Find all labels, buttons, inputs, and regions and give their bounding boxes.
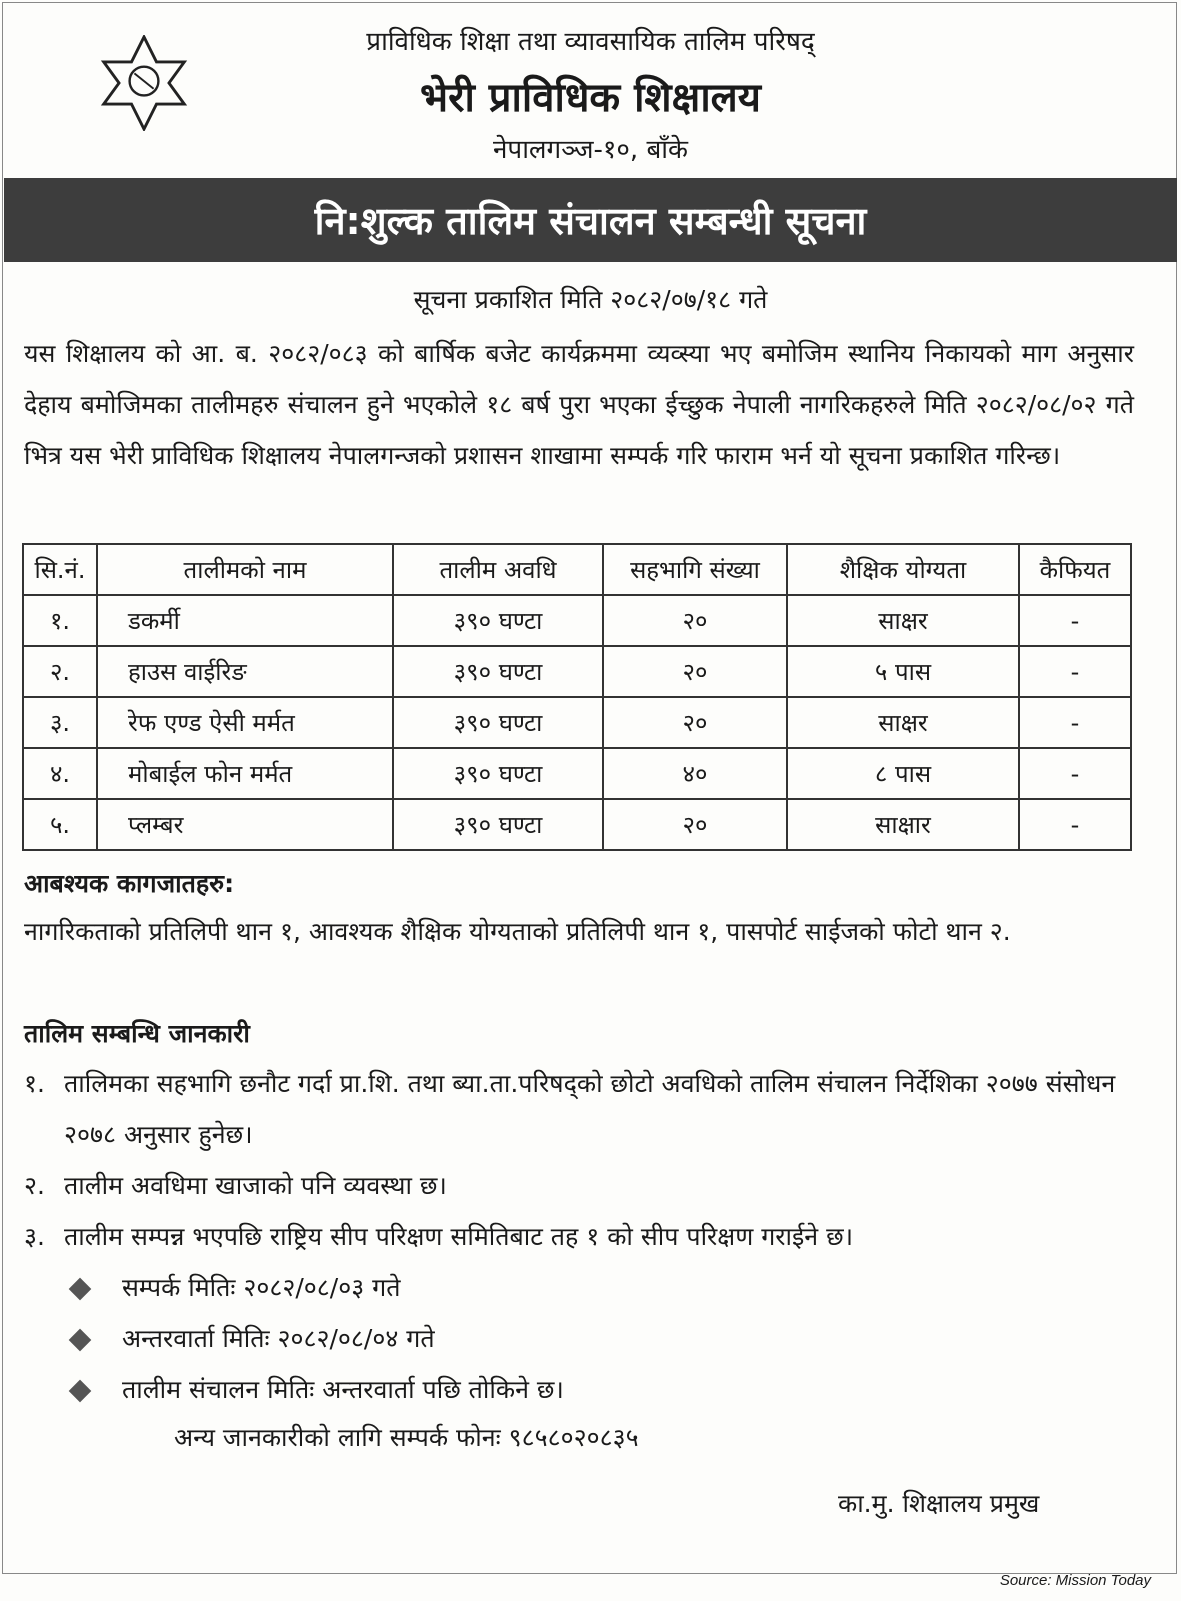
date-bullet (24, 1262, 1134, 1313)
info-item-text: तालीम सम्पन्न भएपछि राष्ट्रिय सीप परिक्षण समितिबाट तह १ को सीप परिक्षण गराईने छ। (64, 1222, 854, 1251)
school-name: भेरी प्राविधिक शिक्षालय (419, 75, 761, 121)
training-info-title: तालिम सम्बन्धि जानकारी (24, 1019, 250, 1048)
cell-qualification: साक्षर (787, 595, 1019, 646)
info-item-number: २. (24, 1171, 45, 1200)
info-item-number: ३. (24, 1222, 45, 1251)
contact-phone: अन्य जानकारीको लागि सम्पर्क फोनः ९८५८०२०८३५ (174, 1423, 639, 1452)
contact-date: सम्पर्क मितिः २०८२/०८/०३ गते (122, 1273, 401, 1302)
training-table (22, 543, 1132, 851)
table-row (23, 595, 1131, 646)
interview-date: अन्तरवार्ता मितिः २०८२/०८/०४ गते (122, 1324, 435, 1353)
cell-remarks: - (1019, 595, 1131, 646)
cell-qualification: साक्षार (787, 799, 1019, 850)
cell-sn: २. (23, 646, 97, 697)
documents-title: आबश्यक कागजातहरु: (24, 869, 235, 898)
info-item-text: तालिमका सहभागि छनौट गर्दा प्रा.शि. तथा ब्या.ता.परिषद्को छोटो अवधिको तालिम संचालन निर्देशिका २०७७ संसोधन २०७८ अनुसार हुनेछ। (64, 1069, 1116, 1149)
cell-participants: २० (603, 799, 787, 850)
council-name: प्राविधिक शिक्षा तथा व्यावसायिक तालिम परिषद् (366, 27, 815, 57)
diamond-bullet-icon (69, 1380, 92, 1403)
col-sn: सि.नं. (23, 544, 97, 595)
documents-text: नागरिकताको प्रतिलिपी थान १, आवश्यक शैक्षिक योग्यताको प्रतिलिपी थान १, पासपोर्ट साईजको फोटो थान २. (24, 917, 1011, 946)
source-credit: Source: Mission Today (999, 1572, 1151, 1589)
cell-remarks: - (1019, 799, 1131, 850)
col-remarks: कैफियत (1019, 544, 1131, 595)
cell-participants: ४० (603, 748, 787, 799)
col-participants: सहभागि संख्या (603, 544, 787, 595)
documents-section (24, 866, 234, 900)
table-row (23, 697, 1131, 748)
col-name: तालीमको नाम (97, 544, 393, 595)
cell-name: मोबाईल फोन मर्मत (97, 748, 393, 799)
cell-duration: ३९० घण्टा (393, 646, 603, 697)
date-bullet (24, 1364, 1134, 1415)
signature-title: का.मु. शिक्षालय प्रमुख (838, 1489, 1040, 1518)
cell-sn: ४. (23, 748, 97, 799)
cell-sn: ५. (23, 799, 97, 850)
training-info-section (24, 1016, 250, 1050)
info-item (24, 1211, 1134, 1262)
cell-qualification: ८ पास (787, 748, 1019, 799)
info-item (24, 1058, 1134, 1160)
cell-name: रेफ एण्ड ऐसी मर्मत (97, 697, 393, 748)
col-duration: तालीम अवधि (393, 544, 603, 595)
intro-paragraph: यस शिक्षालय को आ. ब. २०८२/०८३ को बार्षिक बजेट कार्यक्रममा व्यव्स्या भए बमोजिम स्थानिय निकायको माग अनुसार देहाय बमोजिमका तालीमहरु संचालन हुने भएकोले १८ बर्ष पुरा भएका ईच्छुक नेपाली नागरिकहरुले मिति २०८२/०८/०२ गते भित्र यस भेरी प्राविधिक शिक्षालय नेपालगन्जको प्रशासन शाखामा सम्पर्क गरि फाराम भर्न यो सूचना प्रकाशित गरिन्छ। (24, 339, 1134, 470)
table-row (23, 799, 1131, 850)
info-item-number: १. (24, 1069, 45, 1098)
diamond-bullet-icon (69, 1278, 92, 1301)
cell-duration: ३९० घण्टा (393, 748, 603, 799)
cell-name: डकर्मी (97, 595, 393, 646)
cell-duration: ३९० घण्टा (393, 697, 603, 748)
cell-remarks: - (1019, 748, 1131, 799)
cell-participants: २० (603, 697, 787, 748)
cell-duration: ३९० घण्टा (393, 799, 603, 850)
cell-sn: १. (23, 595, 97, 646)
table-row (23, 646, 1131, 697)
table-row (23, 748, 1131, 799)
table-header-row (23, 544, 1131, 595)
cell-participants: २० (603, 646, 787, 697)
date-bullet (24, 1313, 1134, 1364)
cell-sn: ३. (23, 697, 97, 748)
training-start-date: तालीम संचालन मितिः अन्तरवार्ता पछि तोकिने छ। (122, 1375, 564, 1404)
cell-participants: २० (603, 595, 787, 646)
cell-qualification: ५ पास (787, 646, 1019, 697)
cell-remarks: - (1019, 697, 1131, 748)
cell-qualification: साक्षर (787, 697, 1019, 748)
info-item-text: तालीम अवधिमा खाजाको पनि व्यवस्था छ। (64, 1171, 447, 1200)
cell-name: हाउस वाईरिङ (97, 646, 393, 697)
col-qualification: शैक्षिक योग्यता (787, 544, 1019, 595)
training-info-list (24, 1058, 1134, 1415)
school-address: नेपालगञ्ज-१०, बाँके (493, 135, 688, 165)
cell-duration: ३९० घण्टा (393, 595, 603, 646)
diamond-bullet-icon (69, 1329, 92, 1352)
info-item (24, 1160, 1134, 1211)
cell-name: प्लम्बर (97, 799, 393, 850)
cell-remarks: - (1019, 646, 1131, 697)
notice-title-banner: नि:शुल्क तालिम संचालन सम्बन्धी सूचना (4, 178, 1177, 262)
published-date: सूचना प्रकाशित मिति २०८२/०७/१८ गते (413, 285, 768, 314)
